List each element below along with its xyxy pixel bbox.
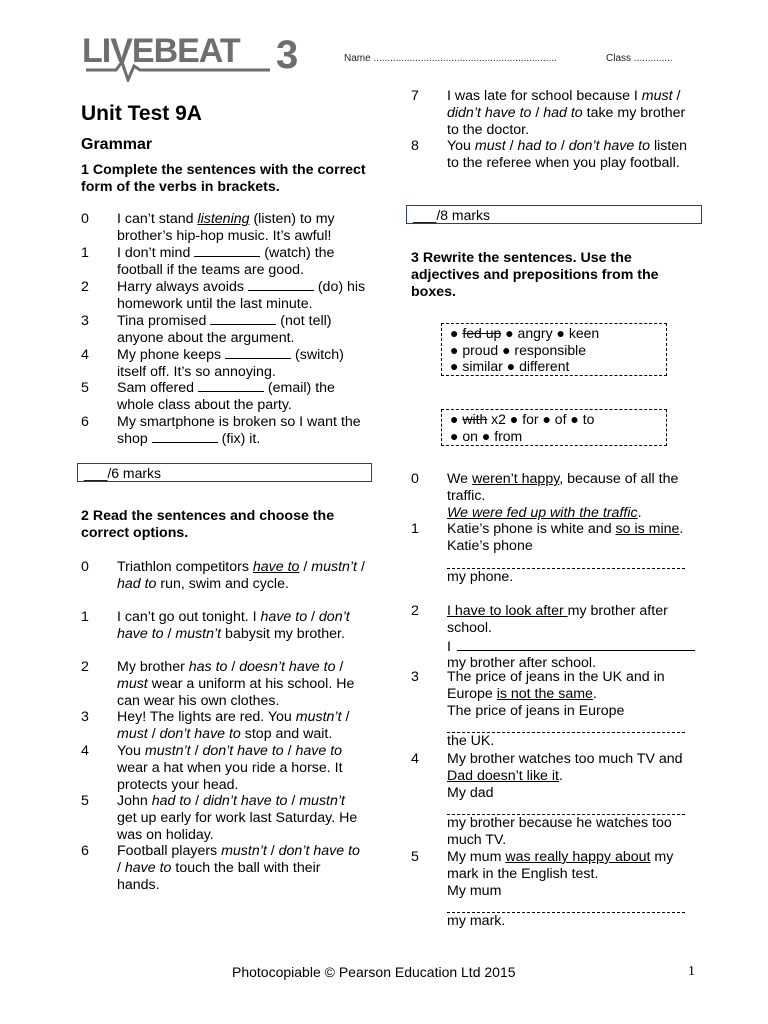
item-number: 0 — [411, 471, 419, 487]
item-number: 2 — [81, 659, 89, 675]
item-text: You mustn’t / don’t have to / have to wear a hat when you ride a horse. It protects your head. — [117, 743, 343, 793]
item-number: 4 — [411, 751, 419, 767]
item-number: 5 — [81, 380, 89, 396]
item-text: Sam offered (email) the whole class about the party. — [117, 380, 335, 413]
answer-blank[interactable] — [198, 380, 264, 392]
answer-blank[interactable] — [210, 313, 276, 325]
item-text: My smartphone is broken so I want the shop (fix) it. — [117, 414, 361, 447]
option[interactable]: don’t have to — [159, 725, 241, 742]
item-number: 3 — [81, 313, 89, 329]
option[interactable]: didn’t have to — [203, 793, 288, 809]
option[interactable]: have to — [124, 859, 172, 876]
item-text: Football players mustn’t / don’t have to / have to touch the ball with their hands. — [117, 843, 360, 893]
item-number: 5 — [81, 793, 89, 809]
item-text: Triathlon competitors have to / mustn’t / had to run, swim and cycle. — [117, 559, 365, 592]
option[interactable]: had to — [151, 793, 192, 809]
item-number: 7 — [411, 88, 419, 104]
copyright-notice: Photocopiable © Pearson Education Ltd 2015 — [232, 964, 516, 980]
ex2-marks-box[interactable]: ___/8 marks — [406, 205, 702, 224]
item-text: We weren’t happy, because of all the traffic. We were fed up with the traffic. — [447, 471, 679, 521]
example-answer: have to — [252, 559, 300, 575]
option[interactable]: must — [117, 675, 148, 692]
name-field[interactable] — [344, 53, 557, 65]
item-number: 4 — [81, 347, 89, 363]
item-text: Katie’s phone is white and so is mine. Katie’s phone my phone. — [447, 521, 684, 585]
option[interactable]: didn’t have to — [447, 104, 532, 121]
item-number: 0 — [81, 559, 89, 575]
item-number: 1 — [411, 521, 419, 537]
item-number: 3 — [411, 669, 419, 685]
page-number: 1 — [688, 964, 695, 979]
item-text: Harry always avoids (do) his homework until the last minute. — [117, 279, 366, 312]
section-heading: Grammar — [81, 136, 153, 153]
item-text: John had to / didn’t have to / mustn’t get up early for work last Saturday. He was on holiday. — [117, 793, 358, 843]
option[interactable]: mustn’t — [221, 843, 267, 859]
item-text: My mum was really happy about my mark in the English test. My mum my mark. — [447, 849, 697, 930]
adjectives-line-1: ● fed up ● angry ● keen — [450, 325, 600, 341]
option[interactable]: must — [474, 138, 506, 154]
item-number: 5 — [411, 849, 419, 865]
option[interactable]: don’t have to — [278, 843, 360, 859]
option[interactable]: don’t have to — [568, 138, 650, 154]
prepositions-line-2: ● on ● from — [450, 427, 523, 444]
example-answer: We were fed up with the traffic — [447, 504, 638, 521]
option[interactable]: mustn’t — [295, 709, 342, 725]
item-number: 6 — [81, 843, 89, 859]
option[interactable]: must — [641, 88, 673, 104]
answer-blank[interactable] — [225, 347, 291, 359]
option[interactable]: had to — [517, 138, 557, 154]
ex1-instruction: 1 Complete the sentences with the correct form of the verbs in brackets. — [81, 162, 366, 195]
item-text: I can’t go out tonight. I have to / don’t have to / mustn’t babysit my brother. — [117, 609, 350, 642]
answer-blank[interactable] — [194, 245, 260, 257]
crossed-out-word: with — [462, 411, 488, 427]
ex1-marks-box[interactable]: ___/6 marks — [77, 463, 372, 482]
option[interactable]: mustn’t — [299, 793, 345, 809]
item-number: 0 — [81, 211, 89, 227]
item-number: 8 — [411, 138, 419, 154]
item-number: 6 — [81, 414, 89, 430]
class-field[interactable] — [606, 53, 673, 65]
logo-number: 3 — [276, 33, 299, 77]
livebeat-logo — [80, 30, 302, 82]
name-label: Name — [344, 53, 371, 64]
option[interactable]: must — [117, 725, 148, 742]
logo-wordmark: LIVEBEAT — [82, 32, 240, 70]
answer-blank[interactable] — [152, 431, 218, 443]
option[interactable]: doesn’t have to — [239, 659, 336, 675]
item-text: I was late for school because I must / didn’t have to / had to take my brother to the doctor. — [447, 88, 686, 138]
item-text: The price of jeans in the UK and in Europe is not the same. The price of jeans in Europe the UK. — [447, 669, 697, 750]
name-dots: .................................................................. — [373, 53, 557, 64]
answer-line[interactable] — [447, 555, 685, 569]
item-text: I don’t mind (watch) the football if the teams are good. — [117, 245, 335, 278]
item-number: 1 — [81, 609, 89, 625]
ex2-instruction: 2 Read the sentences and choose the correct options. — [81, 508, 335, 541]
answer-blank[interactable] — [248, 279, 314, 291]
answer-line[interactable] — [447, 899, 685, 913]
class-dots: .............. — [633, 53, 673, 64]
adjectives-line-2: ● proud ● responsible — [450, 341, 587, 358]
item-text: Hey! The lights are red. You mustn’t / must / don’t have to stop and wait. — [117, 709, 350, 742]
item-text: My brother has to / doesn’t have to / must wear a uniform at his school. He can wear his own clothes. — [117, 659, 355, 709]
prepositions-box — [441, 409, 667, 446]
item-number: 2 — [411, 603, 419, 619]
answer-line[interactable] — [457, 637, 695, 651]
answer-line[interactable] — [447, 801, 685, 815]
class-label: Class — [606, 53, 632, 64]
option[interactable]: had to — [543, 104, 583, 121]
option[interactable]: have to — [295, 743, 343, 759]
option[interactable]: mustn’t — [175, 625, 222, 642]
item-text: I have to look after my brother after school. I my brother after school. — [447, 603, 697, 672]
page-title: Unit Test 9A — [81, 102, 202, 125]
crossed-out-word: fed up — [462, 325, 502, 341]
item-text: My brother watches too much TV and Dad doesn’t like it. My dad my brother because he watches too much TV. — [447, 751, 697, 849]
item-number: 2 — [81, 279, 89, 295]
option[interactable]: has to — [188, 659, 228, 675]
answer-line[interactable] — [447, 719, 685, 733]
option[interactable]: don’t have to — [202, 743, 284, 759]
prepositions-line-1: ● with x2 ● for ● of ● to — [450, 411, 595, 427]
item-number: 3 — [81, 709, 89, 725]
item-text: You must / had to / don’t have to listen to the referee when you play football. — [447, 138, 688, 171]
item-text: Tina promised (not tell) anyone about the argument. — [117, 313, 332, 346]
option[interactable]: mustn’t — [144, 743, 191, 759]
example-answer: listening — [197, 211, 250, 227]
ex3-instruction: 3 Rewrite the sentences. Use the adjectives and prepositions from the boxes. — [411, 250, 659, 300]
item-number: 4 — [81, 743, 89, 759]
item-number: 1 — [81, 245, 89, 261]
option[interactable]: have to — [260, 609, 308, 625]
option[interactable]: don’t have to — [117, 609, 350, 642]
adjectives-line-3: ● similar ● different — [450, 358, 570, 375]
item-text: I can’t stand listening (listen) to my brother’s hip-hop music. It’s awful! — [117, 211, 335, 244]
item-text: My phone keeps (switch) itself off. It’s so annoying. — [117, 347, 344, 380]
adjectives-box — [441, 323, 667, 376]
